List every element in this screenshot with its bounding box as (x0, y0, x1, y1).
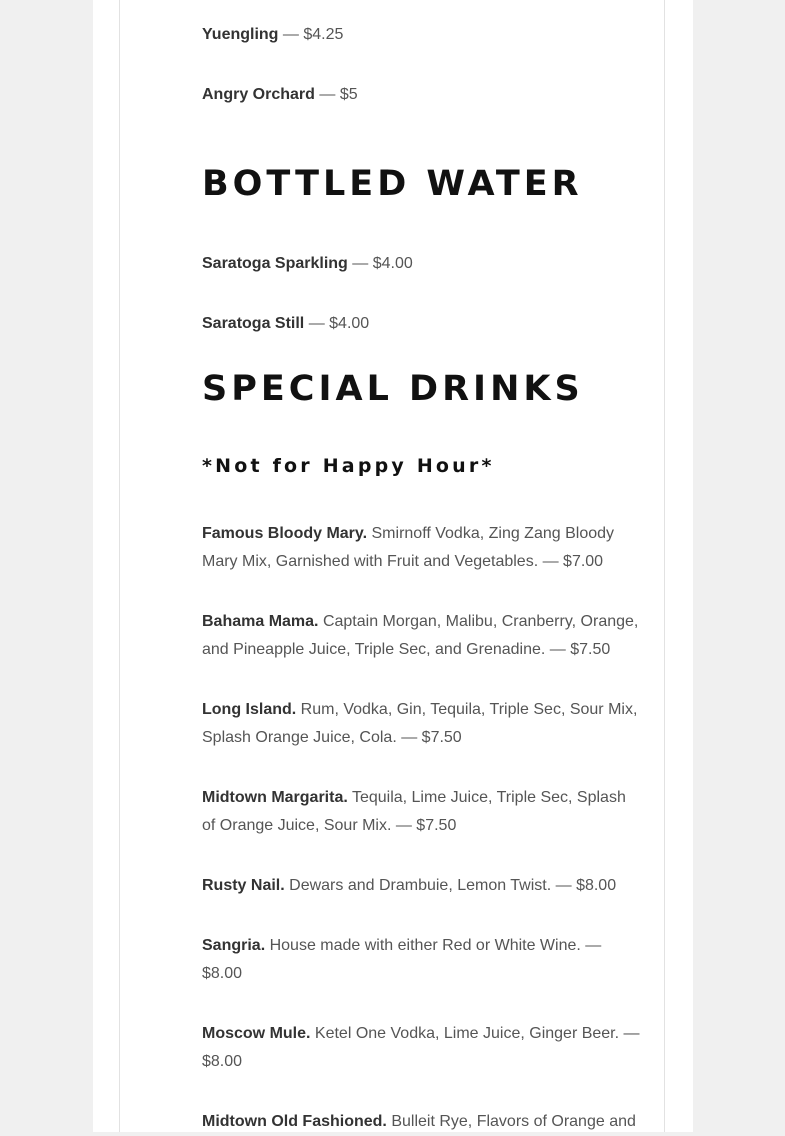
section-title-bottled-water: BOTTLED WATER (202, 164, 583, 204)
page-background (93, 0, 693, 1132)
menu-item-name: Sangria. (202, 937, 266, 954)
menu-item (202, 696, 642, 752)
menu-item-price: — $4.25 (278, 26, 344, 43)
menu-item-description: House made with either Red or White Wine. — $8.00 (202, 937, 602, 982)
menu-item (202, 310, 642, 338)
menu-item-description: Bulleit Rye, Flavors of Orange and (386, 1113, 636, 1130)
menu-item (202, 872, 642, 900)
menu-item-description: Dewars and Drambuie, Lemon Twist. — $8.00 (284, 877, 617, 894)
menu-item (202, 21, 642, 49)
menu-item-name: Long Island. (202, 701, 297, 718)
section-title-special-drinks: SPECIAL DRINKS (202, 369, 584, 409)
menu-item-price: — $5 (314, 86, 358, 103)
menu-item-description: Ketel One Vodka, Lime Juice, Ginger Beer. — $8.00 (202, 1025, 640, 1070)
menu-item-name: Angry Orchard (202, 86, 315, 103)
menu-item (202, 784, 642, 840)
menu-item (202, 608, 642, 664)
menu-item-name: Rusty Nail. (202, 877, 285, 894)
menu-item-description: Rum, Vodka, Gin, Tequila, Triple Sec, Sour Mix, Splash Orange Juice, Cola. — $7.50 (202, 701, 638, 746)
menu-item-name: Saratoga Sparkling (202, 255, 348, 272)
menu-item-price: — $4.00 (304, 315, 370, 332)
menu-item-name: Midtown Old Fashioned. (202, 1113, 387, 1130)
menu-item (202, 250, 642, 278)
happy-hour-note: *Not for Happy Hour* (202, 455, 495, 477)
menu-item-name: Yuengling (202, 26, 279, 43)
menu-item (202, 932, 642, 988)
menu-item-name: Famous Bloody Mary. (202, 525, 368, 542)
menu-panel (119, 0, 665, 1132)
menu-item-name: Midtown Margarita. (202, 789, 348, 806)
menu-item-name: Moscow Mule. (202, 1025, 311, 1042)
menu-item-description: Captain Morgan, Malibu, Cranberry, Orange, and Pineapple Juice, Triple Sec, and Grenadine. — $7.50 (202, 613, 639, 658)
menu-item-name: Bahama Mama. (202, 613, 319, 630)
menu-item (202, 1020, 642, 1076)
menu-item-name: Saratoga Still (202, 315, 305, 332)
menu-item-description: Smirnoff Vodka, Zing Zang Bloody Mary Mix, Garnished with Fruit and Vegetables. — $7.00 (202, 525, 615, 570)
menu-item (202, 520, 642, 576)
menu-item-description: Tequila, Lime Juice, Triple Sec, Splash of Orange Juice, Sour Mix. — $7.50 (202, 789, 626, 834)
menu-item-price: — $4.00 (347, 255, 413, 272)
menu-item (202, 81, 642, 109)
